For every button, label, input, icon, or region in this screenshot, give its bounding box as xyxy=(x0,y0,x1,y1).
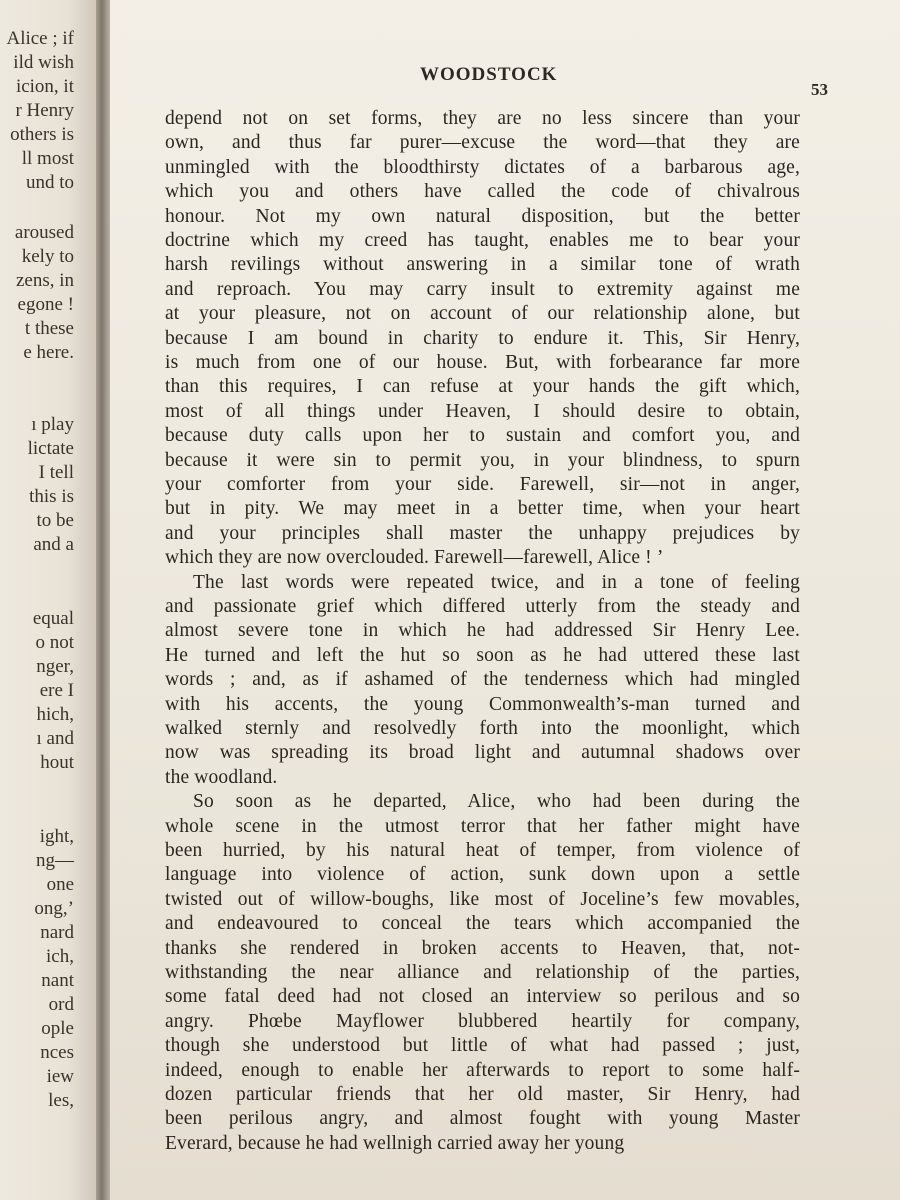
facing-page-fragment: one xyxy=(46,874,74,895)
text-line: dozen particular friends that her old master, Sir Henry, had xyxy=(165,1084,800,1105)
text-line: withstanding the near alliance and relationship of the parties, xyxy=(165,962,800,983)
text-line: and reproach. You may carry insult to extremity against me xyxy=(165,278,800,300)
facing-page-fragment: ich, xyxy=(46,946,74,967)
page-right xyxy=(110,0,900,1200)
running-head: WOODSTOCK xyxy=(420,64,558,85)
text-line: doctrine which my creed has taught, enables me to bear your xyxy=(165,230,800,251)
facing-page-fragment: zens, in xyxy=(15,270,74,291)
facing-page-fragment: to be xyxy=(36,510,74,531)
text-line: is much from one of our house. But, with forbearance far more xyxy=(165,352,800,373)
facing-page-fragment: nard xyxy=(40,922,74,943)
facing-page-left xyxy=(0,0,96,1200)
facing-page-fragment: ord xyxy=(48,994,74,1015)
page-number: 53 xyxy=(811,80,828,99)
facing-page-fragment: ong,’ xyxy=(34,898,74,919)
facing-page-fragment: equal xyxy=(32,608,74,629)
text-line: unmingled with the bloodthirsty dictates of a barbarous age, xyxy=(165,156,800,178)
facing-page-fragment: ı play xyxy=(31,414,74,435)
text-line: The last words were repeated twice, and in a tone of feeling xyxy=(193,571,800,593)
facing-page-fragment: ı and xyxy=(36,728,74,749)
text-line: indeed, enough to enable her afterwards to report to some half- xyxy=(165,1059,800,1081)
facing-page-fragment: hich, xyxy=(36,704,74,725)
text-line: your comforter from your side. Farewell, sir—not in anger, xyxy=(165,474,800,495)
text-line: because duty calls upon her to sustain and comfort you, and xyxy=(165,425,800,447)
text-line: than this requires, I can refuse at your hands the gift which, xyxy=(165,376,800,398)
facing-page-fragment: Alice ; if xyxy=(6,28,74,49)
text-line: but in pity. We may meet in a better time, when your heart xyxy=(165,498,800,520)
text-line: whole scene in the utmost terror that her father might have xyxy=(165,815,800,837)
facing-page-fragment: ight, xyxy=(39,826,74,847)
text-line: been hurried, by his natural heat of temper, from violence of xyxy=(165,840,800,861)
facing-page-fragment: kely to xyxy=(21,246,74,267)
facing-page-fragment: hout xyxy=(40,752,74,773)
facing-page-fragment: ild wish xyxy=(13,52,74,73)
text-line: most of all things under Heaven, I should desire to obtain, xyxy=(165,400,800,422)
facing-page-fragment: this is xyxy=(29,486,74,507)
facing-page-fragment: nant xyxy=(41,970,74,991)
text-line: and passionate grief which differed utterly from the steady and xyxy=(165,596,800,617)
facing-page-fragment: ng— xyxy=(36,850,74,871)
text-line: Everard, because he had wellnigh carried away her young xyxy=(165,1132,625,1154)
text-line: harsh revilings without answering in a similar tone of wrath xyxy=(165,254,800,276)
text-line: some fatal deed had not closed an interview so perilous and so xyxy=(165,986,800,1008)
text-line: because it were sin to permit you, in your blindness, to spurn xyxy=(165,449,800,471)
text-line: at your pleasure, not on account of our relationship alone, but xyxy=(165,303,800,325)
facing-page-fragment: others is xyxy=(10,124,74,145)
text-line: own, and thus far purer—excuse the word—that they are xyxy=(165,132,800,154)
facing-page-fragment: t these xyxy=(24,318,74,339)
text-line: So soon as he departed, Alice, who had been during the xyxy=(193,791,800,813)
text-line: almost severe tone in which he had addressed Sir Henry Lee. xyxy=(165,620,800,642)
text-line: honour. Not my own natural disposition, but the better xyxy=(165,205,800,227)
text-line: which you and others have called the code of chivalrous xyxy=(165,181,800,203)
text-line: language into violence of action, sunk down upon a settle xyxy=(165,864,800,886)
facing-page-fragment: und to xyxy=(25,172,74,193)
text-line: walked sternly and resolvedly forth into the moonlight, which xyxy=(165,718,800,739)
text-line: twisted out of willow-boughs, like most of Joceline’s few movables, xyxy=(165,888,800,910)
facing-page-fragment: les, xyxy=(48,1090,74,1111)
facing-page-fragment: ople xyxy=(41,1018,74,1039)
facing-page-fragment: nger, xyxy=(36,656,74,677)
facing-page-fragment: aroused xyxy=(14,222,74,243)
text-line: which they are now overclouded. Farewell—farewell, Alice ! ’ xyxy=(165,547,664,569)
text-line: because I am bound in charity to endure it. This, Sir Henry, xyxy=(165,327,800,349)
facing-page-fragment: lictate xyxy=(27,438,74,459)
facing-page-fragment: r Henry xyxy=(15,100,74,121)
text-line: the woodland. xyxy=(165,766,278,788)
facing-page-fragment: ere I xyxy=(39,680,74,701)
text-line: and endeavoured to conceal the tears which accompanied the xyxy=(165,913,800,935)
facing-page-fragment: o not xyxy=(35,632,74,653)
facing-page-fragment: ll most xyxy=(21,148,74,169)
facing-page-fragment: icion, it xyxy=(15,76,74,97)
text-line: words ; and, as if ashamed of the tenderness which had mingled xyxy=(165,669,800,691)
text-line: with his accents, the young Commonwealth’s-man turned and xyxy=(165,693,800,715)
facing-page-fragment: egone ! xyxy=(17,294,74,315)
facing-page-fragment: and a xyxy=(33,534,74,555)
text-line: now was spreading its broad light and autumnal shadows over xyxy=(165,742,800,764)
facing-page-fragment: e here. xyxy=(23,342,74,363)
text-line: though she understood but little of what had passed ; just, xyxy=(165,1035,800,1057)
facing-page-fragment: nces xyxy=(40,1042,74,1063)
text-line: been perilous angry, and almost fought with young Master xyxy=(165,1108,800,1130)
text-line: angry. Phœbe Mayflower blubbered heartily for company, xyxy=(165,1010,800,1032)
facing-page-fragment: I tell xyxy=(38,462,74,483)
book-gutter xyxy=(96,0,110,1200)
text-line: thanks she rendered in broken accents to Heaven, that, not- xyxy=(165,937,800,959)
facing-page-fragment: iew xyxy=(46,1066,74,1087)
text-line: He turned and left the hut so soon as he had uttered these last xyxy=(165,644,800,666)
text-line: and your principles shall master the unhappy prejudices by xyxy=(165,522,800,544)
text-line: depend not on set forms, they are no less sincere than your xyxy=(165,108,800,129)
